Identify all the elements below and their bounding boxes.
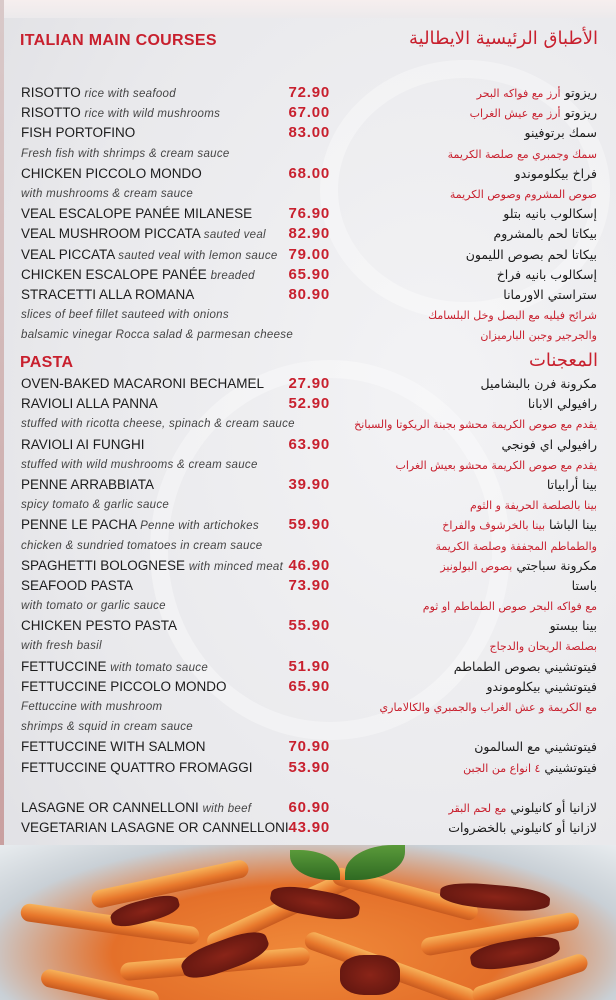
item-name-line xyxy=(21,515,259,536)
item-description: sauted veal with lemon sauce xyxy=(118,249,278,262)
item-price: 43.90 xyxy=(288,819,330,837)
menu-item-note xyxy=(0,414,616,434)
item-price: 67.00 xyxy=(288,104,330,122)
item-name-ar: فيتوتشيني xyxy=(544,759,597,775)
menu-item xyxy=(0,374,616,394)
item-name-ar: فيتوتشيني بصوص الطماطم xyxy=(453,658,597,674)
item-price: 39.90 xyxy=(288,475,330,493)
item-description: with beef xyxy=(202,802,252,815)
item-name-ar-line xyxy=(380,697,597,718)
item-name: SPAGHETTI BOLOGNESE xyxy=(21,557,186,573)
item-note-ar: صوص المشروم وصوص الكريمة xyxy=(449,187,597,201)
item-name: CHICKEN PICCOLO MONDO xyxy=(21,165,202,181)
item-note: shrimps & squid in cream sauce xyxy=(21,721,193,734)
menu-item xyxy=(0,285,616,305)
item-name: STRACETTI ALLA ROMANA xyxy=(21,286,195,302)
item-name-ar-line xyxy=(423,596,597,617)
item-name-ar-line xyxy=(550,616,597,636)
item-description: with minced meat xyxy=(188,560,284,573)
item-price: 53.90 xyxy=(288,758,330,776)
section-title-en: PASTA xyxy=(20,354,74,371)
item-name-line xyxy=(21,475,154,495)
menu-item-note xyxy=(0,325,616,345)
item-name-ar-line xyxy=(528,394,597,414)
item-name-ar-line xyxy=(466,245,597,265)
item-name: PENNE LE PACHA xyxy=(21,517,137,533)
item-note: Fettuccine with mushroom xyxy=(21,701,163,713)
section-pasta xyxy=(0,350,616,838)
item-price: 73.90 xyxy=(288,576,330,594)
item-name-ar: رافيولي الابانا xyxy=(527,396,597,412)
item-price: 51.90 xyxy=(288,657,330,675)
item-name-ar: ستراستي الاورمانا xyxy=(503,286,597,302)
item-note: with fresh basil xyxy=(21,640,102,653)
item-name-ar-line xyxy=(354,414,597,435)
item-name-ar-line xyxy=(503,285,597,305)
item-price: 79.00 xyxy=(288,245,330,263)
menu-item-note xyxy=(0,717,616,737)
menu-item-note xyxy=(0,305,616,325)
item-note-ar: بينا بالخرشوف والفراخ xyxy=(442,519,546,533)
item-name-line xyxy=(21,265,255,286)
item-name-ar: رافيولي اي فونجي xyxy=(501,436,597,452)
item-note-ar: ٤ انواع من الجبن xyxy=(463,761,541,775)
item-note: stuffed with wild mushrooms & cream sauce xyxy=(21,458,258,471)
menu-item xyxy=(0,616,616,636)
item-name-ar: بينا أرابياتا xyxy=(546,476,597,492)
item-name-line xyxy=(21,737,206,757)
item-name: VEAL ESCALOPE PANÉE MILANESE xyxy=(21,206,253,222)
item-name-ar-line xyxy=(454,657,597,677)
menu-item-note xyxy=(0,697,616,717)
item-name-ar-line xyxy=(481,374,597,394)
item-name: VEAL PICCATA xyxy=(21,246,115,262)
item-name-line xyxy=(21,435,145,455)
item-note-ar: بصوص البولونيز xyxy=(440,559,513,573)
menu-item xyxy=(0,394,616,414)
item-name-ar: ريزوتو xyxy=(564,105,597,121)
item-name: CHICKEN ESCALOPE PANÉE xyxy=(21,266,207,282)
item-note: with mushrooms & cream sauce xyxy=(21,187,194,200)
item-name-ar: فيتوتشيني بيكلوموندو xyxy=(486,678,597,694)
item-name-ar-line xyxy=(525,123,598,143)
item-name-line xyxy=(21,818,289,838)
item-price: 83.00 xyxy=(288,124,330,142)
menu-item xyxy=(0,245,616,265)
item-name-line xyxy=(21,394,158,414)
menu-item xyxy=(0,435,616,455)
menu-item xyxy=(0,164,616,184)
section-title-ar: الأطباق الرئيسية الايطالية xyxy=(408,28,598,49)
menu-item xyxy=(0,265,616,285)
item-price: 55.90 xyxy=(288,617,330,635)
item-name-line xyxy=(21,164,202,184)
item-name-ar-line xyxy=(497,265,597,285)
item-description: rice with seafood xyxy=(84,88,176,100)
item-price: 68.00 xyxy=(288,164,330,182)
item-name-ar-line xyxy=(440,556,597,577)
section-header xyxy=(0,350,616,374)
item-name: FETTUCCINE xyxy=(21,658,107,674)
item-name-ar-line xyxy=(477,83,597,104)
menu-item-note xyxy=(0,596,616,616)
item-name-ar: بيكاتا لحم بالمشروم xyxy=(493,226,597,242)
item-name: OVEN-BAKED MACARONI BECHAMEL xyxy=(21,376,265,391)
item-name-ar-line xyxy=(448,798,597,819)
item-name-line xyxy=(21,285,194,305)
item-name-line xyxy=(21,677,227,697)
item-name-ar-line xyxy=(480,325,597,346)
menu-item-note xyxy=(0,636,616,656)
item-name-line xyxy=(21,616,177,636)
section-title-en: ITALIAN MAIN COURSES xyxy=(20,32,217,49)
item-name-ar: مكرونة فرن بالبشاميل xyxy=(480,376,597,391)
item-name-ar-line xyxy=(442,515,597,536)
item-name-ar-line xyxy=(503,204,597,224)
item-name-ar-line xyxy=(450,184,597,205)
item-name-ar-line xyxy=(486,677,597,697)
menu-item xyxy=(0,224,616,244)
item-price: 82.90 xyxy=(288,225,330,243)
menu-item-note xyxy=(0,495,616,515)
item-note: slices of beef fillet sauteed with onions xyxy=(21,309,229,322)
item-name-ar-line xyxy=(490,636,598,657)
item-note-ar: مع لحم البقر xyxy=(448,801,507,815)
item-name-ar-line xyxy=(448,818,597,838)
section-main-courses xyxy=(0,28,616,345)
item-name-ar-line xyxy=(493,224,597,244)
menu-item xyxy=(0,576,616,596)
item-name-line xyxy=(21,657,208,678)
item-description: with tomato sauce xyxy=(110,661,209,674)
item-note-ar: أرز مع فواكه البحر xyxy=(476,87,561,100)
item-note: spicy tomato & garlic sauce xyxy=(21,499,170,512)
item-name-ar-line xyxy=(470,495,597,516)
item-name-line xyxy=(21,374,264,394)
item-name-line xyxy=(21,204,252,224)
item-name-ar: باستا xyxy=(571,577,597,593)
item-name: SEAFOOD PASTA xyxy=(21,577,134,593)
item-note-ar: يقدم مع صوص الكريمة محشو بعيش الغراب xyxy=(395,458,597,472)
item-name: FETTUCCINE WITH SALMON xyxy=(21,739,206,755)
item-description: rice with wild mushrooms xyxy=(84,108,221,121)
menu-item xyxy=(0,475,616,495)
item-name-ar: مكرونة سباجتي xyxy=(516,557,597,573)
item-name-line xyxy=(21,224,266,245)
menu-item xyxy=(0,818,616,838)
item-name-ar: بينا بيستو xyxy=(549,618,597,634)
item-note-ar: يقدم مع صوص الكريمة محشو بجبنة الريكوتا والسبانخ xyxy=(354,418,597,432)
item-name: FETTUCCINE PICCOLO MONDO xyxy=(21,678,227,694)
item-name-ar-line xyxy=(470,103,597,124)
item-name-line xyxy=(21,103,220,124)
item-name-ar: ريزوتو xyxy=(564,85,597,100)
item-name-ar-line xyxy=(515,164,597,184)
item-price: 80.90 xyxy=(288,285,330,303)
top-band xyxy=(0,0,616,18)
item-name-ar-line xyxy=(395,455,597,476)
item-name-ar: بيكاتا لحم بصوص الليمون xyxy=(465,246,597,262)
item-name-ar-line xyxy=(463,758,597,779)
menu-item xyxy=(0,737,616,757)
item-price: 27.90 xyxy=(288,375,330,392)
section-header xyxy=(0,28,616,56)
item-description: breaded xyxy=(210,269,255,282)
menu-item xyxy=(0,758,616,778)
item-name-line xyxy=(21,556,283,577)
item-price: 52.90 xyxy=(288,395,330,413)
menu-item xyxy=(0,798,616,818)
item-note: Fresh fish with shrimps & cream sauce xyxy=(21,147,230,160)
menu-item xyxy=(0,657,616,677)
item-name-ar-line xyxy=(501,435,597,455)
item-name-line xyxy=(21,758,253,778)
item-price: 59.90 xyxy=(288,516,330,534)
item-note: with tomato or garlic sauce xyxy=(21,600,166,613)
item-name: VEGETARIAN LASAGNE OR CANNELLONI xyxy=(21,820,289,836)
item-name-ar-line xyxy=(428,305,597,326)
item-name: RISOTTO xyxy=(21,105,81,121)
item-name-line xyxy=(21,123,135,143)
item-price: 65.90 xyxy=(288,677,330,695)
item-price: 63.90 xyxy=(288,435,330,453)
menu-item xyxy=(0,123,616,143)
item-note-ar: والجرجير وجبن البارميزان xyxy=(480,329,597,343)
item-price: 46.90 xyxy=(288,556,330,574)
item-note-ar: شرائح فيليه مع البصل وخل البلسامك xyxy=(428,309,597,323)
pasta-photo xyxy=(0,845,616,1000)
item-name-ar: فيتوتشيني مع السالمون xyxy=(474,739,597,755)
item-note-ar: سمك وجمبري مع صلصة الكريمة xyxy=(447,147,597,161)
item-price: 76.90 xyxy=(288,205,330,223)
item-name-ar-line xyxy=(547,475,597,495)
menu-item xyxy=(0,515,616,535)
item-name-ar-line xyxy=(572,576,597,596)
item-name: FETTUCCINE QUATTRO FROMAGGI xyxy=(21,759,253,775)
item-description: sauted veal xyxy=(203,229,266,242)
item-name: RAVIOLI ALLA PANNA xyxy=(21,396,158,412)
section-title-ar: المعجنات xyxy=(528,350,598,371)
item-name-ar: لازانيا أو كانيلوني xyxy=(510,799,597,815)
menu-item xyxy=(0,103,616,123)
item-name-ar-line xyxy=(435,536,597,557)
item-name-ar: إسكالوب بانيه بتلو xyxy=(503,206,597,222)
item-price: 65.90 xyxy=(288,265,330,283)
item-name-ar: لازانيا أو كانيلوني بالخضروات xyxy=(448,820,597,836)
item-name-ar-line xyxy=(474,737,597,757)
item-name-ar-line xyxy=(448,144,597,165)
item-name-line xyxy=(21,798,251,819)
menu-item xyxy=(0,677,616,697)
item-note-ar: أرز مع عيش الغراب xyxy=(469,107,561,121)
item-price: 60.90 xyxy=(288,798,330,816)
menu-item-note xyxy=(0,455,616,475)
item-name: RAVIOLI AI FUNGHI xyxy=(21,436,145,452)
item-note: stuffed with ricotta cheese, spinach & cream sauce xyxy=(21,418,295,431)
item-name: LASAGNE OR CANNELLONI xyxy=(21,799,199,815)
item-name: VEAL MUSHROOM PICCATA xyxy=(21,226,201,242)
item-name: PENNE ARRABBIATA xyxy=(21,476,155,492)
menu-item-note xyxy=(0,536,616,556)
item-note-ar: بينا بالصلصة الحريفة و الثوم xyxy=(469,499,597,513)
item-name-ar: فراخ بيكلوموندو xyxy=(514,165,597,181)
item-name-line xyxy=(21,83,176,104)
item-note-ar: والطماطم المجففة وصلصة الكريمة xyxy=(435,539,597,553)
item-price: 72.90 xyxy=(288,84,330,101)
item-name: FISH PORTOFINO xyxy=(21,125,136,141)
item-name-ar: سمك برتوفينو xyxy=(524,125,597,141)
item-name: RISOTTO xyxy=(21,85,81,100)
item-note-ar: بصلصة الريحان والدجاج xyxy=(489,640,597,654)
menu-item xyxy=(0,204,616,224)
menu-item-note xyxy=(0,778,616,798)
item-name-ar: بينا الباشا xyxy=(549,517,597,533)
item-name-line xyxy=(21,245,278,266)
item-note-ar: مع الكريمة و عش الغراب والجمبري والكالاماري xyxy=(379,701,597,714)
item-description: Penne with artichokes xyxy=(140,520,259,533)
item-note: balsamic vinegar Rocca salad & parmesan cheese xyxy=(21,329,294,342)
item-name: CHICKEN PESTO PASTA xyxy=(21,618,178,634)
menu-item-note xyxy=(0,184,616,204)
menu-item xyxy=(0,556,616,576)
item-price: 70.90 xyxy=(288,738,330,756)
menu-item xyxy=(0,83,616,103)
item-name-ar: إسكالوب بانيه فراخ xyxy=(496,266,597,282)
item-note: chicken & sundried tomatoes in cream sauce xyxy=(21,539,263,552)
menu-item-note xyxy=(0,144,616,164)
item-name-line xyxy=(21,576,133,596)
item-note-ar: مع فواكه البحر صوص الطماطم او ثوم xyxy=(422,600,597,614)
